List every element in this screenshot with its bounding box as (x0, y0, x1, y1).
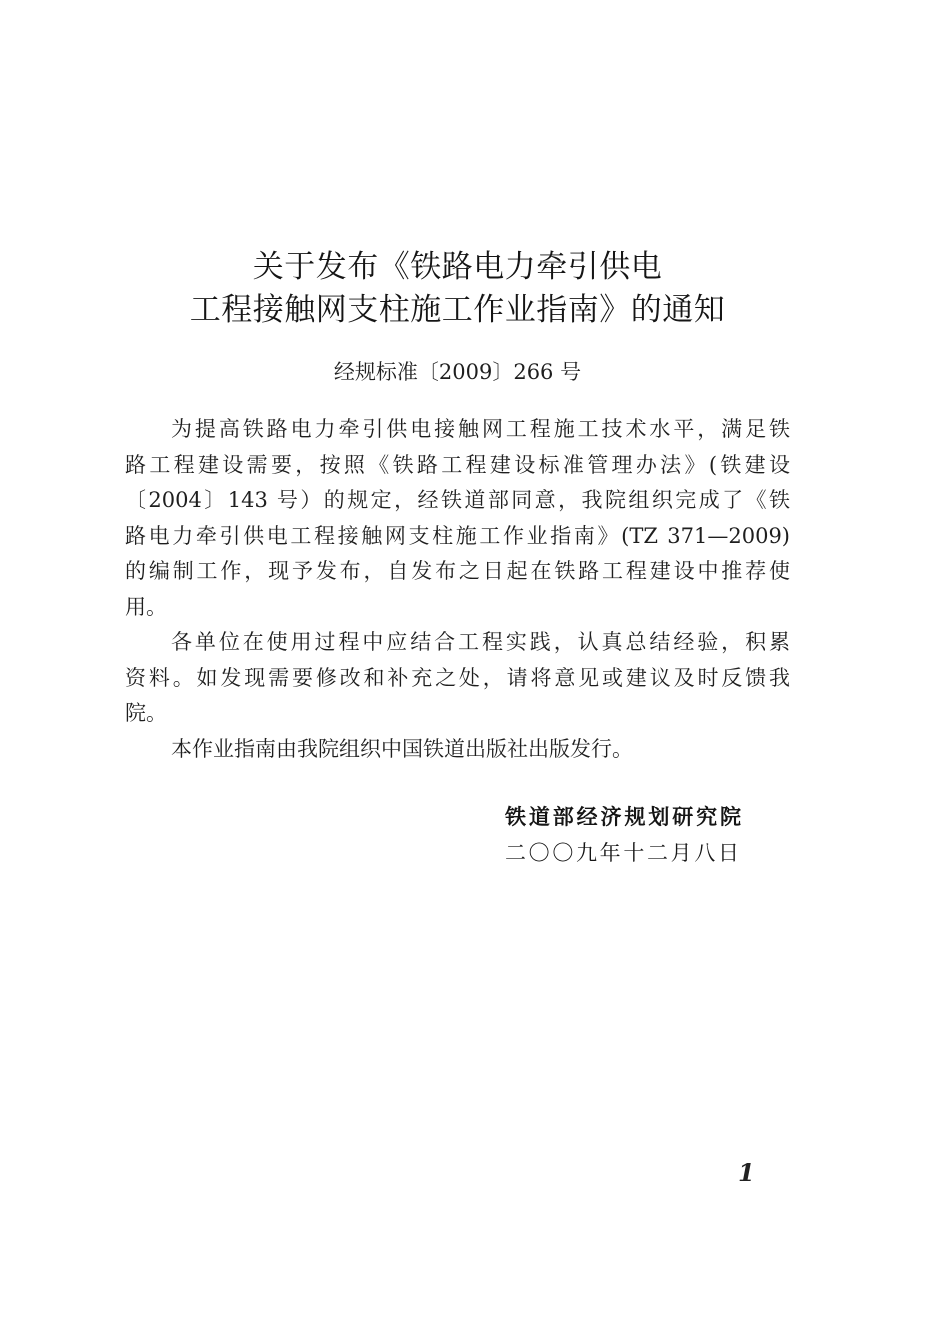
paragraph-line: 路电力牵引供电工程接触网支柱施工作业指南》(TZ 371—2009) (125, 523, 790, 548)
paragraph-3 (125, 732, 790, 768)
signature-block (505, 798, 765, 872)
paragraph-1 (125, 412, 790, 625)
notice-title (125, 246, 790, 332)
paragraph-line: 院。 (125, 701, 167, 725)
paragraph-line: 路工程建设需要，按照《铁路工程建设标准管理办法》(铁建设 (125, 452, 790, 477)
notice-body (125, 412, 790, 767)
document-number: 经规标准〔2009〕266 号 (333, 360, 582, 384)
paragraph-line: 〔2004〕143 号）的规定，经铁道部同意，我院组织完成了《铁 (125, 488, 790, 512)
paragraph-line: 各单位在使用过程中应结合工程实践，认真总结经验，积累 (171, 630, 790, 654)
title-line-2: 工程接触网支柱施工作业指南》的通知 (189, 292, 726, 328)
issue-date: 二〇〇九年十二月八日 (505, 841, 739, 865)
paragraph-2 (125, 625, 790, 732)
paragraph-line: 为提高铁路电力牵引供电接触网工程施工技术水平，满足铁 (171, 417, 790, 441)
title-line-1: 关于发布《铁路电力牵引供电 (252, 249, 663, 285)
issuing-organization: 铁道部经济规划研究院 (505, 804, 741, 829)
paragraph-line: 的编制工作，现予发布，自发布之日起在铁路工程建设中推荐使 (125, 559, 790, 583)
paragraph-line: 本作业指南由我院组织中国铁道出版社出版发行。 (171, 736, 633, 761)
paragraph-line: 资料。如发现需要修改和补充之处，请将意见或建议及时反馈我 (125, 665, 790, 690)
paragraph-line: 用。 (125, 594, 167, 619)
page-number: 1 (738, 1158, 755, 1187)
